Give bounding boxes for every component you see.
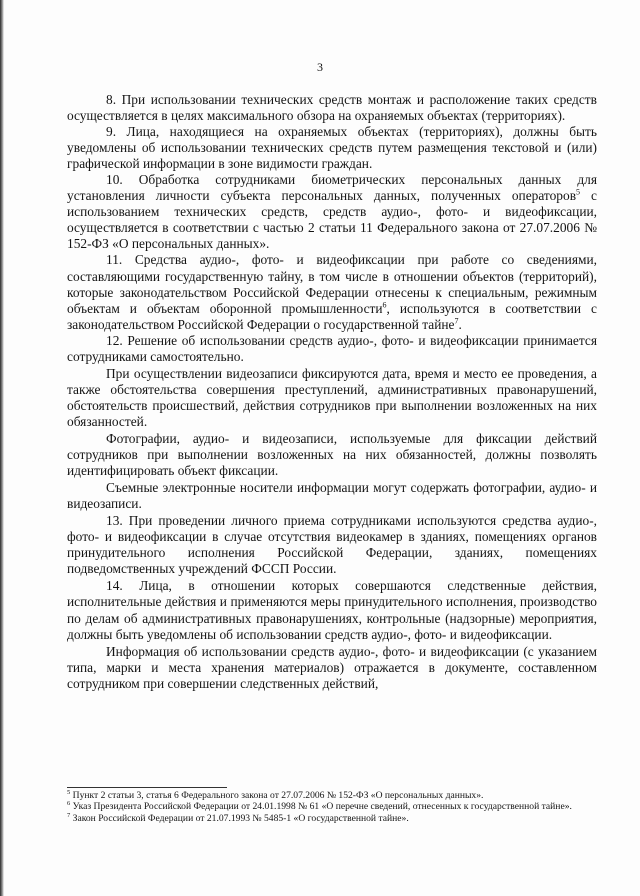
paragraph-12-photographs: Фотографии, аудио- и видеозаписи, используемые для фиксации действий сотрудников при выполнении возложенных на них обязанностей, должны позволять идентифицировать объект фиксации. [67, 430, 597, 479]
footnote-7-text: Закон Российской Федерации от 21.07.1993 № 5485-1 «О государственной тайне». [70, 812, 409, 824]
footnote-5-text: Пункт 2 статьи 3, статья 6 Федерального закона от 27.07.2006 № 152-ФЗ «О персональных данных». [70, 790, 484, 801]
paragraph-11 [67, 252, 597, 332]
footnote-ref-5[interactable]: 5 [576, 187, 581, 197]
footnote-6-text: Указ Президента Российской Федерации от 24.01.1998 № 61 «О перечне сведений, отнесенных к государственной тайне». [70, 801, 572, 813]
paragraph-14-information: Информация об использовании средств аудио-, фото- и видеофиксации (с указанием типа, марки и места хранения материалов) отражается в документе, составленном сотрудником при совершении следственных действий, [67, 643, 597, 691]
footnote-number-7: 7 [67, 811, 71, 819]
footnote-6 [67, 801, 597, 812]
paragraph-14: 14. Лица, в отношении которых совершаются следственные действия, исполнительные действия и применяются меры принудительного исполнения, производство по делам об административных правонарушениях, контрольные (надзорные) мероприятия, должны быть уведомлены об использовании средств аудио-, фото- и видеофиксации. [67, 578, 597, 642]
page-number: 3 [317, 60, 323, 74]
paragraph-11-text-end: . [458, 316, 462, 332]
paragraph-11-text-mid: , используются в соответствии с законодательством Российской Федерации о государственной тайне [67, 300, 598, 332]
paragraph-12-video-recording: При осуществлении видеозаписи фиксируются дата, время и место ее проведения, а также обстоятельства совершения преступлений, административных правонарушений, обстоятельств происшествий, действия сотрудников при выполнении возложенных на них обязанностей. [67, 365, 597, 429]
paragraph-12: 12. Решение об использовании средств аудио-, фото- и видеофиксации принимается сотрудниками самостоятельно. [67, 332, 597, 364]
footnote-number-5: 5 [67, 788, 71, 796]
footnote-ref-6[interactable]: 6 [382, 300, 387, 310]
footnote-number-6: 6 [67, 800, 71, 808]
paragraph-13: 13. При проведении личного приема сотрудниками используются средства аудио-, фото- и видеофиксации в случае отсутствия видеокамер в зданиях, помещениях органов принудительного исполнения Российской Федерации, зданиях, помещениях подведомственных учреждений ФССП России. [67, 513, 597, 577]
paragraph-8: 8. При использовании технических средств монтаж и расположение таких средств осуществляется в целях максимального обзора на охраняемых объектах (территориях). [67, 92, 597, 124]
footnote-7 [67, 813, 597, 824]
paragraph-12-removable-media: Съемные электронные носители информации могут содержать фотографии, аудио- и видеозаписи. [67, 480, 597, 512]
paragraph-9: 9. Лица, находящиеся на охраняемых объектах (территориях), должны быть уведомлены об использовании технических средств путем размещения текстовой и (или) графической информации в зоне видимости граждан. [67, 124, 597, 172]
paragraph-10-text-start: 10. Обработка сотрудниками биометрических персональных данных для установления личности субъекта персональных данных, полученных операторов [67, 172, 597, 204]
footnote-5 [67, 790, 597, 801]
paragraph-10-text-end: с использованием технических средств, средств аудио-, фото- и видеофиксации, осуществляется в соответствии с частью 2 статьи 11 Федерального закона от 27.07.2006 № 152-ФЗ «О персональных данных». [67, 188, 597, 252]
paragraph-11-text-start: 11. Средства аудио-, фото- и видеофиксации при работе со сведениями, составляющими государственную тайну, в том числе в отношении объектов (территорий), которые законодательством Российской Федерации отнесены к специальным, режимным объектам и объектам оборонной промышленности [67, 252, 597, 316]
document-body [67, 92, 597, 692]
footnote-separator [67, 787, 227, 788]
footnotes [67, 790, 597, 824]
paragraph-10 [67, 172, 597, 252]
footnote-ref-7[interactable]: 7 [454, 316, 459, 326]
